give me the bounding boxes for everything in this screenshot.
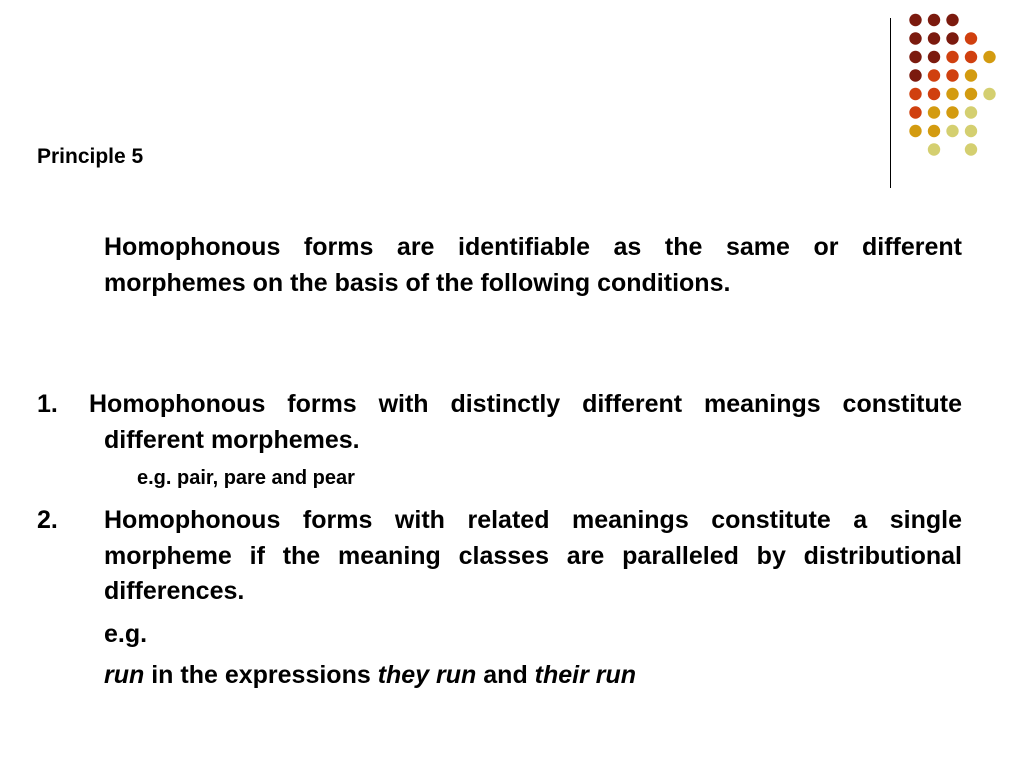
intro-paragraph: Homophonous forms are identifiable as the same or different morphemes on the basis of the following conditions. — [104, 233, 962, 297]
decorative-dot — [909, 69, 921, 81]
decorative-dot — [965, 106, 977, 118]
decorative-dot — [946, 14, 958, 26]
decorative-dot — [928, 14, 940, 26]
list-item-2-example-label: e.g. — [104, 620, 148, 648]
example-phrase-2: their run — [534, 661, 637, 689]
list-item-1-text: Homophonous forms with distinctly different meanings constitute different morphemes. — [89, 390, 962, 454]
example-phrase-1: they run — [377, 661, 477, 689]
decorative-dot — [965, 51, 977, 63]
decorative-dot — [909, 32, 921, 44]
decorative-dot — [928, 32, 940, 44]
decorative-dot — [928, 143, 940, 155]
decorative-dot — [965, 88, 977, 100]
decorative-dot — [909, 106, 921, 118]
decorative-dot — [928, 106, 940, 118]
decorative-dot — [946, 125, 958, 137]
decorative-dot — [946, 51, 958, 63]
decorative-dot — [928, 88, 940, 100]
list-item-2 — [37, 503, 962, 610]
list-item-1 — [37, 387, 962, 458]
decorative-dot — [909, 88, 921, 100]
title-divider-line — [890, 18, 891, 188]
decorative-dot — [928, 125, 940, 137]
decorative-dot — [928, 51, 940, 63]
example-middle-text: in the expressions — [144, 661, 378, 689]
example-word: run — [104, 661, 145, 689]
decorative-dot — [946, 69, 958, 81]
decorative-dot — [983, 88, 995, 100]
example-conjunction: and — [476, 661, 535, 689]
decorative-dot — [909, 51, 921, 63]
decorative-dot — [983, 51, 995, 63]
decorative-dot — [965, 32, 977, 44]
list-item-2-number: 2. — [37, 506, 58, 534]
decorative-dot — [946, 88, 958, 100]
decorative-dot — [965, 125, 977, 137]
list-item-2-text: Homophonous forms with related meanings constitute a single morpheme if the meaning classes are paralleled by distributional differences. — [104, 506, 962, 605]
decorative-dot — [965, 69, 977, 81]
list-item-1-number: 1. — [37, 390, 58, 418]
decorative-dot-grid — [904, 13, 1014, 163]
decorative-dot — [909, 125, 921, 137]
example-expression-line — [104, 661, 636, 690]
decorative-dot — [909, 14, 921, 26]
decorative-dot — [946, 106, 958, 118]
list-item-1-example: e.g. pair, pare and pear — [137, 467, 355, 489]
decorative-dot — [965, 143, 977, 155]
slide-title: Principle 5 — [37, 145, 144, 168]
decorative-dot — [946, 32, 958, 44]
decorative-dot — [928, 69, 940, 81]
